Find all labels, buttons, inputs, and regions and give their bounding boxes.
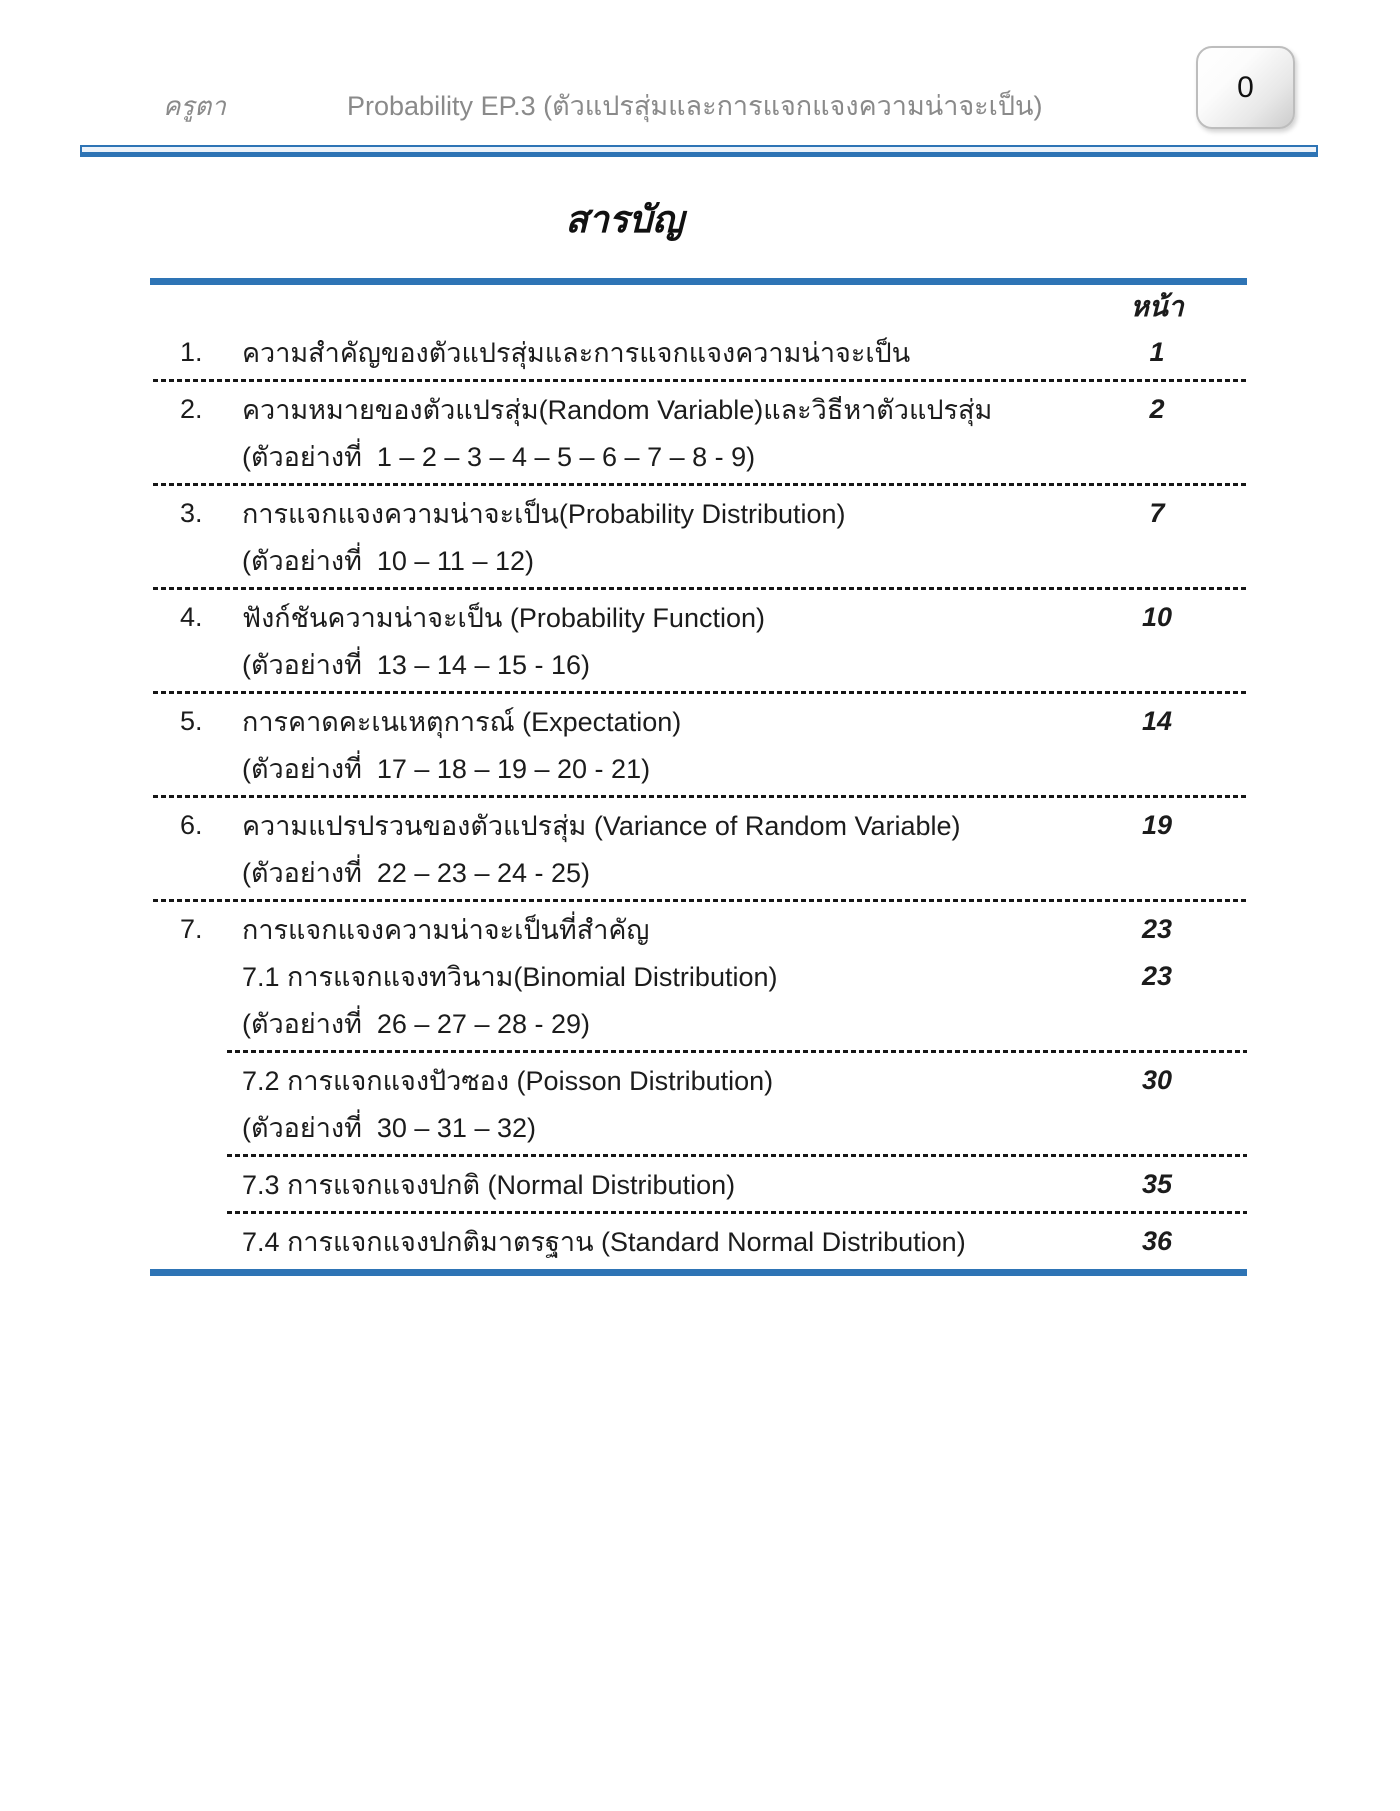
toc-title: สารบัญ bbox=[565, 199, 684, 240]
page-number-badge bbox=[1196, 46, 1295, 129]
toc-entry-number: 5. bbox=[180, 706, 203, 736]
header-author: ครูตา bbox=[163, 91, 226, 121]
toc-entry-title: 7.3 การแจกแจงปกติ (Normal Distribution) bbox=[242, 1170, 736, 1200]
toc-entry bbox=[150, 906, 1247, 953]
page-column-header-row bbox=[150, 285, 1247, 329]
toc-entry-examples: (ตัวอย่างที่ 1 – 2 – 3 – 4 – 5 – 6 – 7 – 8 - 9) bbox=[242, 442, 756, 472]
toc-entry-examples: (ตัวอย่างที่ 10 – 11 – 12) bbox=[242, 546, 534, 576]
toc-entry-page: 35 bbox=[1141, 1169, 1173, 1199]
toc-entry-examples: (ตัวอย่างที่ 17 – 18 – 19 – 20 - 21) bbox=[242, 754, 651, 784]
toc-subentry bbox=[150, 953, 1247, 1000]
toc-entry-number: 4. bbox=[180, 602, 203, 632]
toc-entry-examples: (ตัวอย่างที่ 13 – 14 – 15 - 16) bbox=[242, 650, 591, 680]
toc-entry-number: 2. bbox=[180, 394, 203, 424]
toc-entry-examples-row bbox=[150, 1000, 1247, 1047]
section-rule-top bbox=[150, 278, 1247, 285]
toc-entry-number: 7. bbox=[180, 914, 203, 944]
toc-entry bbox=[150, 329, 1247, 376]
toc-entry-title: 7.1 การแจกแจงทวินาม(Binomial Distribution) bbox=[242, 962, 778, 992]
toc-entry-page: 7 bbox=[1149, 498, 1165, 528]
toc-entry-page: 10 bbox=[1141, 602, 1173, 632]
toc-entry-examples: (ตัวอย่างที่ 22 – 23 – 24 - 25) bbox=[242, 858, 591, 888]
toc-entry-examples-row bbox=[150, 433, 1247, 480]
toc-entry-title: 7.4 การแจกแจงปกติมาตรฐาน (Standard Normal Distribution) bbox=[242, 1227, 966, 1257]
section-rule-bottom bbox=[150, 1269, 1247, 1276]
toc-entry-title: การคาดคะเนเหตุการณ์ (Expectation) bbox=[242, 707, 682, 737]
toc-entry-page: 19 bbox=[1141, 810, 1173, 840]
header-rule bbox=[80, 145, 1318, 157]
toc-entry bbox=[150, 698, 1247, 745]
toc-subentry bbox=[150, 1057, 1247, 1104]
toc-entry-title: ความสำคัญของตัวแปรสุ่มและการแจกแจงความน่าจะเป็น bbox=[242, 338, 911, 368]
dashed-divider bbox=[153, 483, 1247, 486]
toc-entry-page: 23 bbox=[1141, 961, 1173, 991]
toc-subentry bbox=[150, 1161, 1247, 1208]
toc-entry-number: 6. bbox=[180, 810, 203, 840]
toc-entry bbox=[150, 386, 1247, 433]
toc-entry-page: 30 bbox=[1141, 1065, 1173, 1095]
toc-entry-examples-row bbox=[150, 641, 1247, 688]
toc-entry-examples-row bbox=[150, 849, 1247, 896]
dashed-divider bbox=[227, 1211, 1247, 1214]
toc-entry-title: 7.2 การแจกแจงปัวซอง (Poisson Distribution) bbox=[242, 1066, 774, 1096]
toc-entry-page: 14 bbox=[1141, 706, 1173, 736]
toc-subentry bbox=[150, 1218, 1247, 1265]
page-column-header: หน้า bbox=[1130, 291, 1184, 322]
toc-entry-examples: (ตัวอย่างที่ 30 – 31 – 32) bbox=[242, 1113, 536, 1143]
toc-entry-title: การแจกแจงความน่าจะเป็น(Probability Distribution) bbox=[242, 499, 846, 529]
toc-entry-title: ความแปรปรวนของตัวแปรสุ่ม (Variance of Random Variable) bbox=[242, 811, 961, 841]
page-number-badge-value: 0 bbox=[1237, 70, 1254, 104]
toc-entry-title: การแจกแจงความน่าจะเป็นที่สำคัญ bbox=[242, 915, 650, 945]
toc-entry-number: 1. bbox=[180, 337, 203, 367]
dashed-divider bbox=[153, 379, 1247, 382]
toc-entry-title: ความหมายของตัวแปรสุ่ม(Random Variable)และวิธีหาตัวแปรสุ่ม bbox=[242, 395, 993, 425]
toc-entry bbox=[150, 594, 1247, 641]
toc-entry-title: ฟังก์ชันความน่าจะเป็น (Probability Function) bbox=[242, 603, 765, 633]
toc-entry-number: 3. bbox=[180, 498, 203, 528]
toc-entry-examples: (ตัวอย่างที่ 26 – 27 – 28 - 29) bbox=[242, 1009, 591, 1039]
dashed-divider bbox=[153, 795, 1247, 798]
toc-entry-page: 36 bbox=[1141, 1226, 1173, 1256]
header-title: Probability EP.3 (ตัวแปรสุ่มและการแจกแจงความน่าจะเป็น) bbox=[347, 91, 1043, 121]
dashed-divider bbox=[153, 691, 1247, 694]
toc-entry-examples-row bbox=[150, 745, 1247, 792]
toc-entry-page: 23 bbox=[1141, 914, 1173, 944]
toc-entry bbox=[150, 802, 1247, 849]
toc-entry bbox=[150, 490, 1247, 537]
toc-entry-examples-row bbox=[150, 1104, 1247, 1151]
table-of-contents bbox=[150, 190, 1247, 1276]
dashed-divider bbox=[153, 899, 1247, 902]
toc-entry-examples-row bbox=[150, 537, 1247, 584]
toc-entry-page: 1 bbox=[1149, 337, 1165, 367]
dashed-divider bbox=[153, 587, 1247, 590]
dashed-divider bbox=[227, 1154, 1247, 1157]
toc-entry-page: 2 bbox=[1149, 394, 1165, 424]
dashed-divider bbox=[227, 1050, 1247, 1053]
